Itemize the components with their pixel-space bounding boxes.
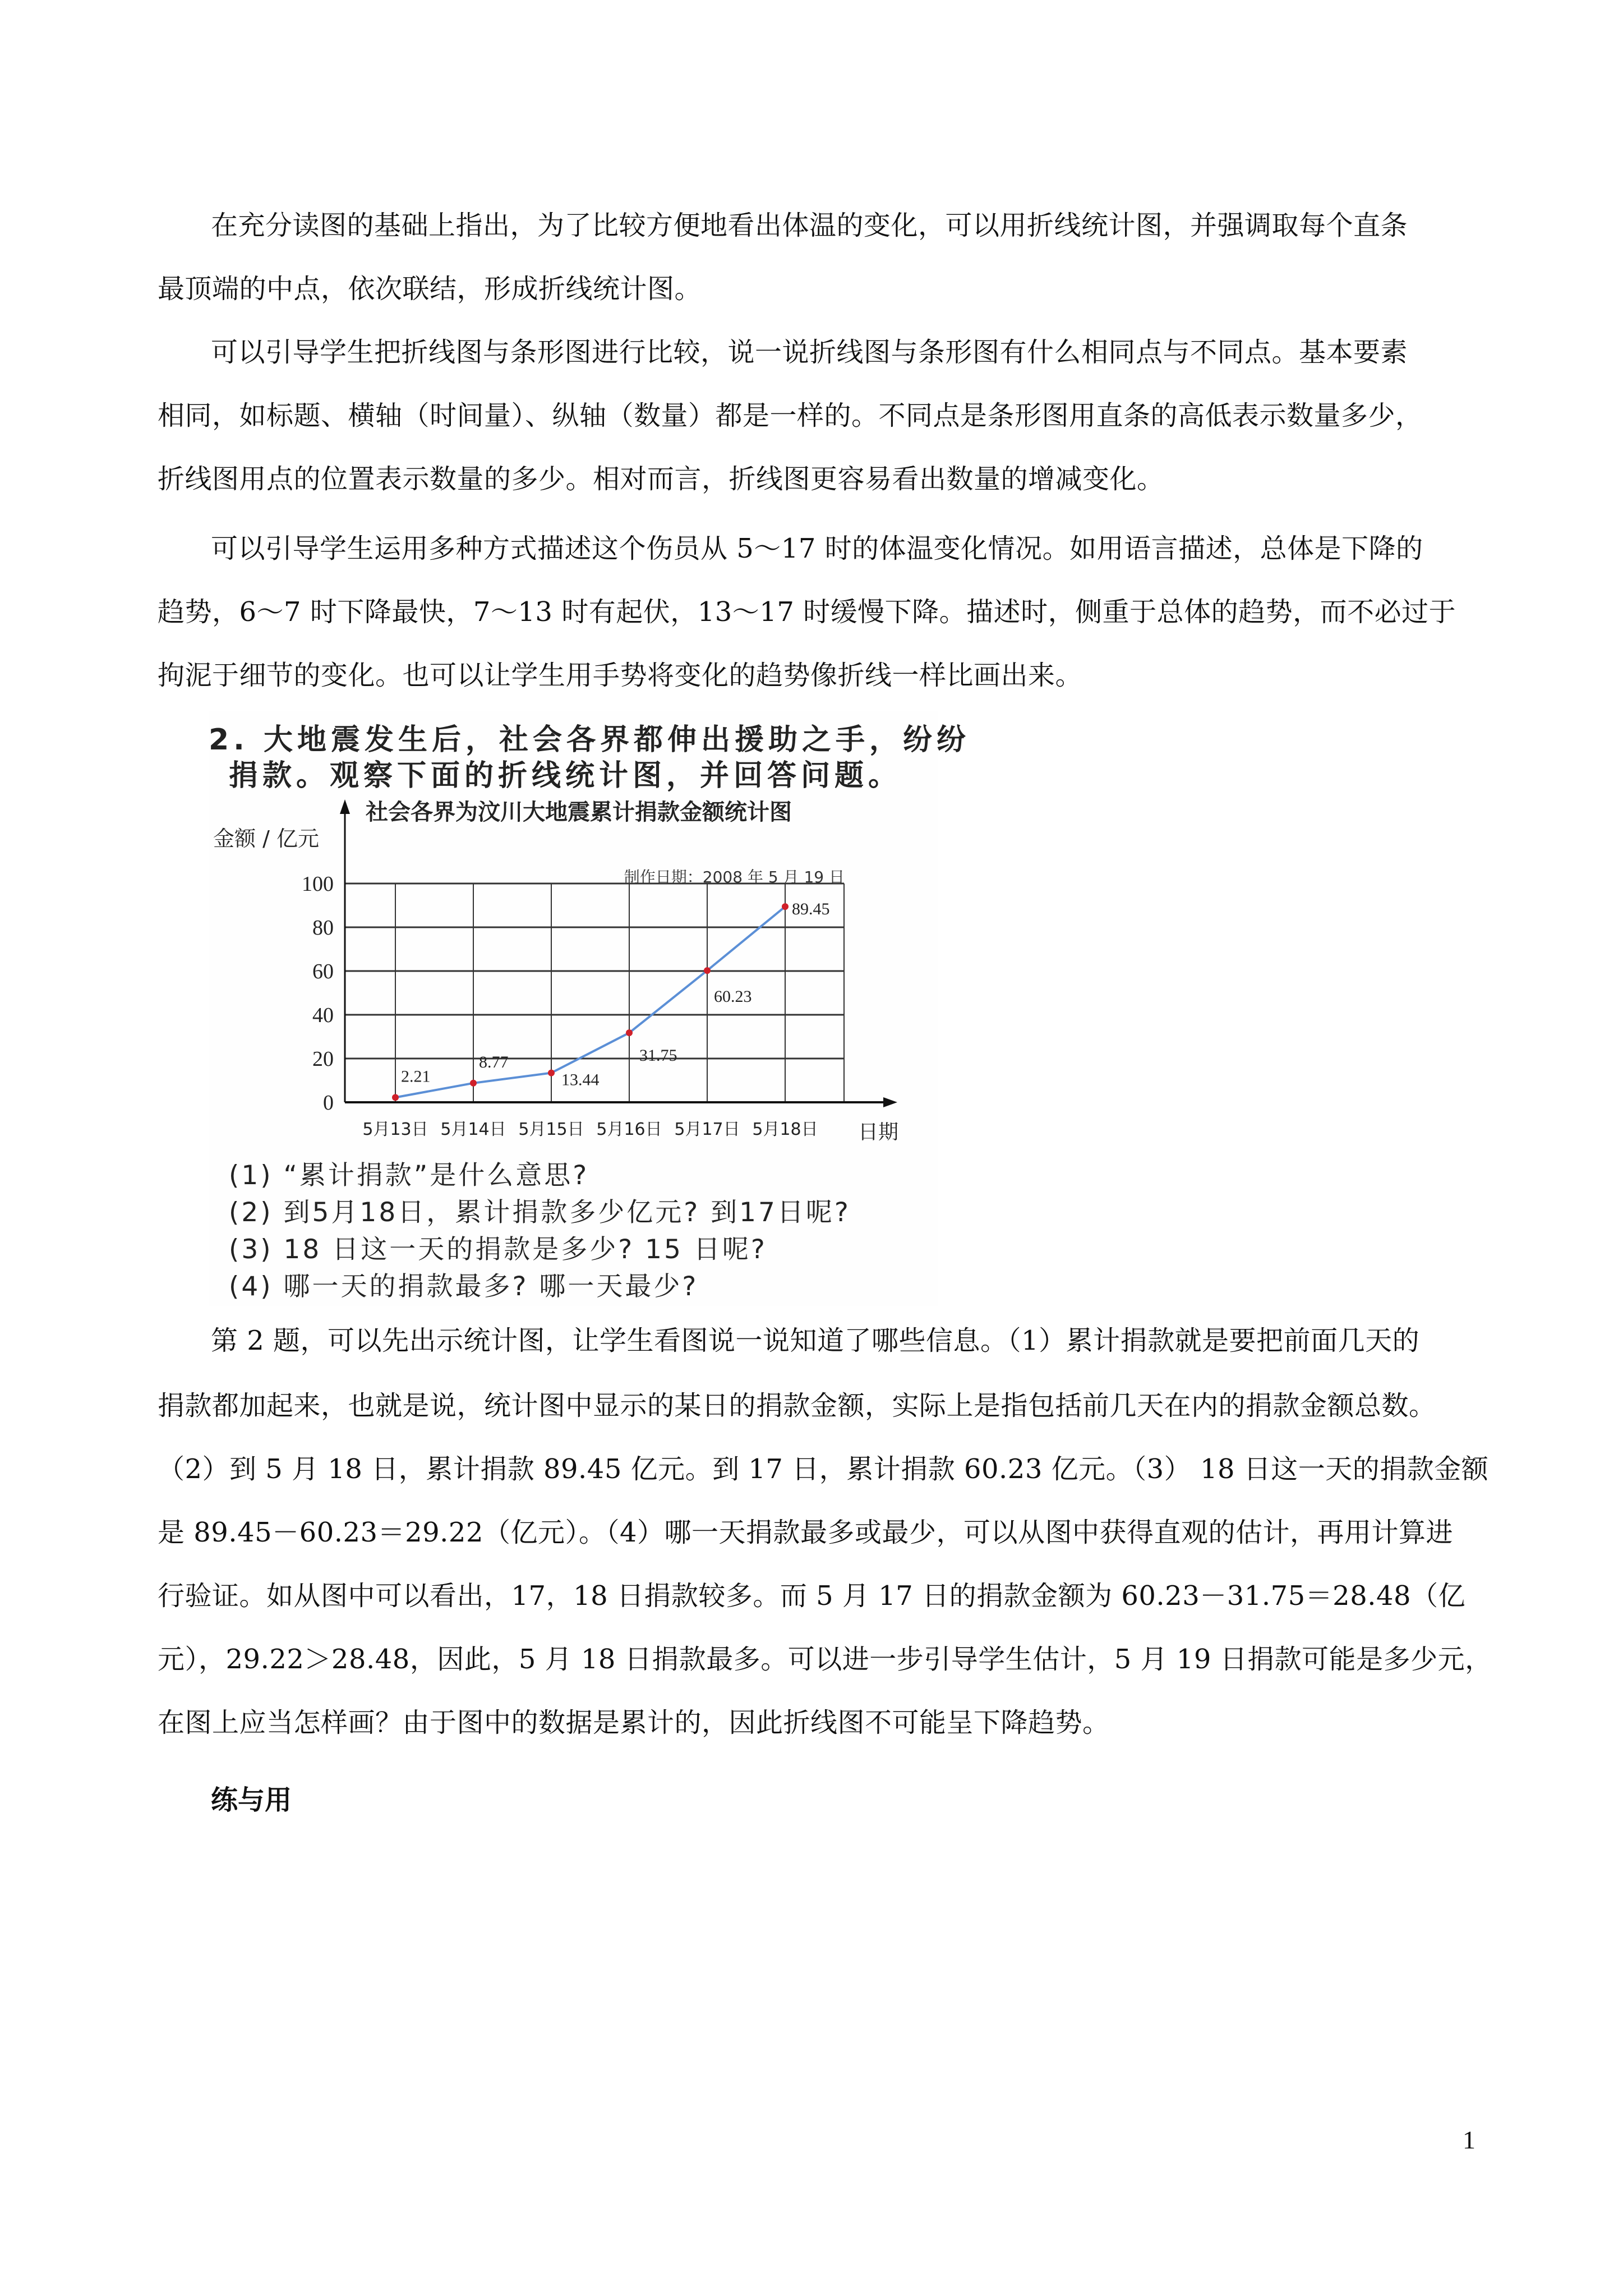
data-label: 89.45 [792, 900, 830, 919]
x-tick-label: 5月13日 [362, 1120, 428, 1139]
data-point [704, 967, 711, 974]
paragraph-2-line-1: 可以引导学生把折线图与条形图进行比较，说一说折线图与条形图有什么相同点与不同点。基本要素 [211, 337, 1408, 368]
data-point [548, 1070, 555, 1076]
data-label: 13.44 [561, 1070, 600, 1089]
paragraph-2-line-3: 折线图用点的位置表示数量的多少。相对而言，折线图更容易看出数量的增减变化。 [158, 463, 1164, 495]
x-tick-label: 5月17日 [674, 1120, 740, 1139]
y-tick-label-0: 0 [323, 1091, 334, 1115]
paragraph-1-line-1: 在充分读图的基础上指出，为了比较方便地看出体温的变化，可以用折线统计图，并强调取每个直条 [211, 210, 1408, 241]
data-label: 2.21 [401, 1067, 431, 1086]
exercise-prompt-line-1: 2. 大地震发生后，社会各界都伸出援助之手，纷纷 [209, 723, 971, 757]
explanation-line-1: 第 2 题，可以先出示统计图，让学生看图说一说知道了哪些信息。（1）累计捐款就是要把前面几天的 [211, 1325, 1420, 1356]
x-axis-arrow-icon [883, 1097, 897, 1107]
data-label: 8.77 [479, 1052, 509, 1071]
y-tick-label-60: 60 [312, 960, 334, 983]
y-tick-label-80: 80 [312, 916, 334, 940]
chart-y-axis-label: 金额 / 亿元 [213, 826, 319, 851]
chart-series [392, 900, 830, 1101]
x-tick-label: 5月14日 [440, 1120, 506, 1139]
exercise-question-1: (1) “累计捐款”是什么意思? [229, 1160, 589, 1191]
chart-x-axis-label: 日期 [858, 1121, 899, 1144]
chart-axes [340, 799, 897, 1107]
explanation-line-2: 捐款都加起来，也就是说，统计图中显示的某日的捐款金额，实际上是指包括前几天在内的捐款金额总数。 [158, 1390, 1436, 1421]
data-point [470, 1080, 477, 1087]
data-label: 60.23 [714, 987, 752, 1006]
chart-title: 社会各界为汶川大地震累计捐款金额统计图 [366, 799, 792, 825]
data-point [392, 1094, 399, 1101]
explanation-line-4: 是 89.45－60.23＝29.22（亿元）。（4）哪一天捐款最多或最少，可以从图中获得直观的估计，再用计算进 [158, 1517, 1454, 1548]
explanation-line-5: 行验证。如从图中可以看出，17，18 日捐款较多。而 5 月 17 日的捐款金额为 60.23－31.75＝28.48（亿 [158, 1580, 1466, 1612]
x-tick-label: 5月16日 [596, 1120, 662, 1139]
chart-subtitle: 制作日期：2008 年 5 月 19 日 [624, 868, 845, 886]
y-tick-label-100: 100 [302, 872, 334, 896]
paragraph-1-line-2: 最顶端的中点，依次联结，形成折线统计图。 [158, 273, 702, 305]
textbook-figure [209, 711, 971, 1306]
exercise-question-2: (2) 到5月18日，累计捐款多少亿元? 到17日呢? [229, 1197, 851, 1228]
explanation-line-6: 元），29.22＞28.48，因此，5 月 18 日捐款最多。可以进一步引导学生估计，5 月 19 日捐款可能是多少元， [158, 1644, 1492, 1675]
paragraph-2-line-2: 相同，如标题、横轴（时间量）、纵轴（数量）都是一样的。不同点是条形图用直条的高低表示数量多少， [158, 400, 1423, 431]
exercise-question-3: (3) 18 日这一天的捐款是多少? 15 日呢? [229, 1234, 767, 1265]
page-number: 1 [1463, 2125, 1476, 2154]
y-tick-label-40: 40 [312, 1004, 334, 1027]
paragraph-3-line-2: 趋势，6～7 时下降最快，7～13 时有起伏，13～17 时缓慢下降。描述时，侧重于总体的趋势，而不必过于 [158, 596, 1456, 628]
exercise-question-4: (4) 哪一天的捐款最多? 哪一天最少? [229, 1271, 699, 1302]
section-heading: 练与用 [211, 1784, 292, 1816]
x-tick-label: 5月18日 [752, 1120, 818, 1139]
data-point [782, 903, 789, 910]
y-tick-label-20: 20 [312, 1047, 334, 1071]
exercise-prompt-line-2: 捐款。观察下面的折线统计图，并回答问题。 [229, 759, 902, 793]
data-point [626, 1029, 633, 1036]
paragraph-3-line-3: 拘泥于细节的变化。也可以让学生用手势将变化的趋势像折线一样比画出来。 [158, 660, 1083, 691]
y-axis-arrow-icon [340, 799, 350, 814]
explanation-line-7: 在图上应当怎样画？由于图中的数据是累计的，因此折线图不可能呈下降趋势。 [158, 1707, 1110, 1738]
data-label: 31.75 [639, 1046, 677, 1065]
explanation-line-3: （2）到 5 月 18 日，累计捐款 89.45 亿元。到 17 日，累计捐款 60.23 亿元。（3） 18 日这一天的捐款金额 [158, 1453, 1489, 1485]
x-tick-label: 5月15日 [518, 1120, 584, 1139]
paragraph-3-line-1: 可以引导学生运用多种方式描述这个伤员从 5～17 时的体温变化情况。如用语言描述，总体是下降的 [211, 533, 1423, 564]
